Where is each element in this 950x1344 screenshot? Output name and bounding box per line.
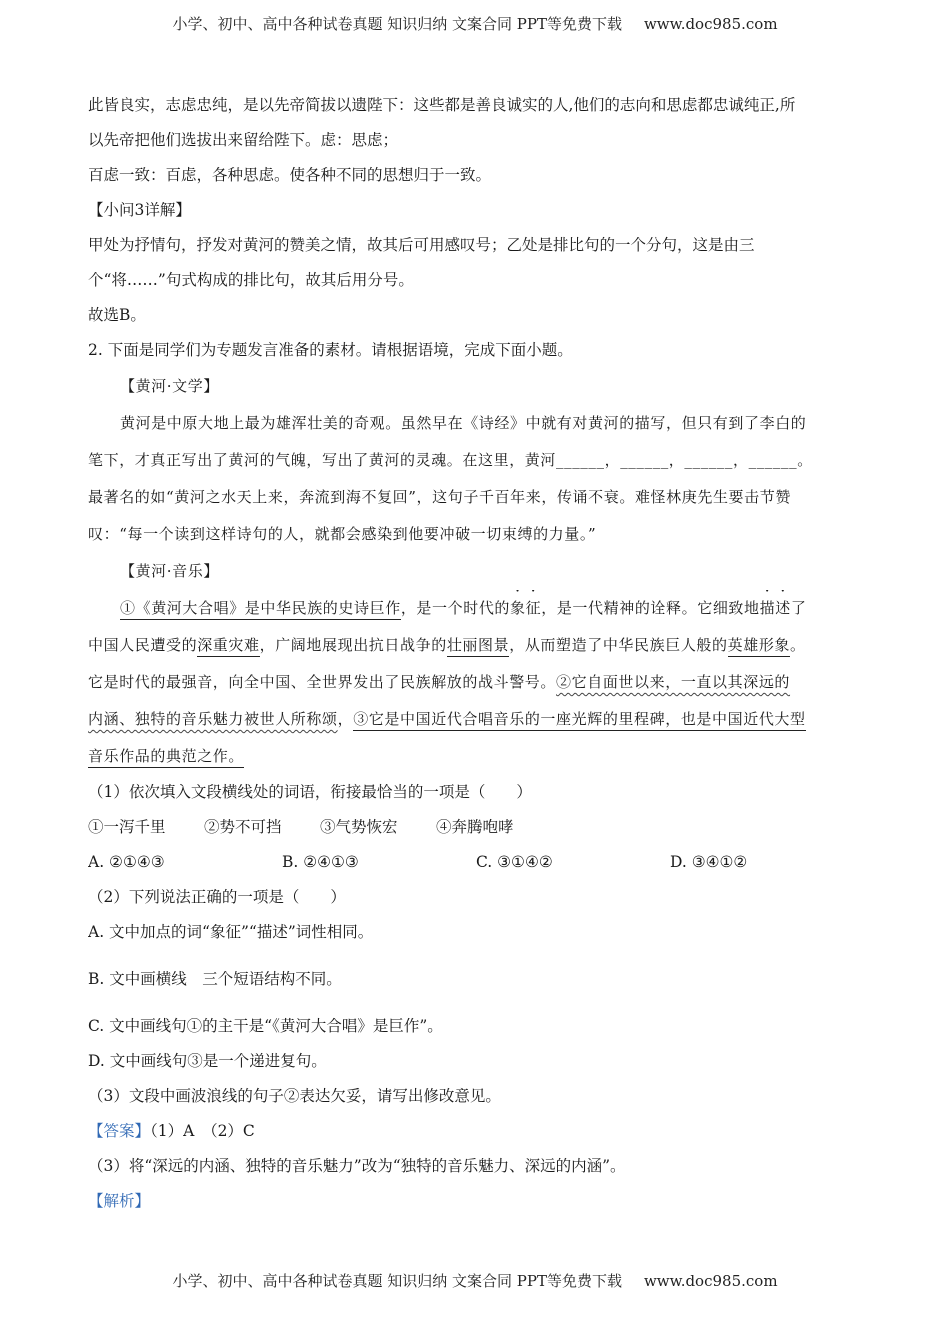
analysis-label: 【解析】 [88,1192,151,1210]
underlined-sentence-1: ①《黄河大合唱》是中华民族的史诗巨作 [120,599,401,620]
passage-line: 最著名的如“黄河之水天上来，奔流到海不复回”，这句子千百年来，传诵不衰。难怪林庚先生要击节赞 [88,488,791,506]
section-heading: 【小问3详解】 [88,201,191,219]
word-option: ②势不可挡 [204,818,282,836]
wavy-sentence-2-cont: 内涵、独特的音乐魅力被世人所称颂 [88,710,338,728]
passage-line: 它是时代的最强音，向全中国、全世界发出了民族解放的战斗警号。②它自面世以来，一直以其深远的 [88,673,791,691]
document-body [88,88,863,1219]
answer-line [88,1114,863,1149]
dotted-char: 描 [759,599,776,617]
paragraph-line: 甲处为抒情句，抒发对黄河的赞美之情，故其后可用感叹号；乙处是排比句的一个分句，这是由三 [88,236,755,254]
underlined-phrase: 壮丽图景 [447,636,509,657]
material-heading-music: 【黄河·音乐】 [120,562,219,580]
passage-line: 黄河是中原大地上最为雄浑壮美的奇观。虽然早在《诗经》中就有对黄河的描写，但只有到了李白的 [120,414,807,432]
material-heading-literature: 【黄河·文学】 [120,377,219,395]
choice-options [88,845,863,880]
dotted-char: 述 [775,599,791,617]
choice-C: C. ③①④② [476,853,553,871]
choice-B: B. ②④①③ [282,853,359,871]
paragraph-line: 百虑一致：百虑，各种思虑。使各种不同的思想归于一致。 [88,166,492,184]
paragraph-line: 故选B。 [88,306,146,324]
choice-A: A. ②①④③ [88,853,165,871]
sub-question-2: （2）下列说法正确的一项是（ ） [88,888,346,906]
word-option: ④奔腾咆哮 [436,818,514,836]
word-option: ③气势恢宏 [320,818,398,836]
footer-text: 小学、初中、高中各种试卷真题 知识归纳 文案合同 PPT等免费下载 [172,1272,622,1290]
passage-line [88,738,863,775]
choice-B: B. 文中画横线 三个短语结构不同。 [88,970,342,988]
sub-question-1: （1）依次填入文段横线处的词语，衔接最恰当的一项是（ ） [88,783,532,801]
footer-site[interactable]: www.doc985.com [643,1272,778,1290]
choice-D: D. 文中画线句③是一个递进复句。 [88,1052,327,1070]
sub-question-3: （3）文段中画波浪线的句子②表达欠妥，请写出修改意见。 [88,1087,501,1105]
passage-line: 内涵、独特的音乐魅力被世人所称颂，③它是中国近代合唱音乐的一座光辉的里程碑，也是中国近代大型 [88,701,863,738]
word-options [88,810,863,845]
underlined-sentence-3: ③它是中国近代合唱音乐的一座光辉的里程碑，也是中国近代大型 [353,710,805,731]
page-header [0,13,950,34]
header-site[interactable]: www.doc985.com [643,15,778,33]
choice-C: C. 文中画线句①的主干是“《黄河大合唱》是巨作”。 [88,1017,443,1035]
word-option: ①一泻千里 [88,818,166,836]
answer-3: （3）将“深远的内涵、独特的音乐魅力”改为“独特的音乐魅力、深远的内涵”。 [88,1157,626,1175]
passage-line: 叹：“每一个读到这样诗句的人，就都会感染到他要冲破一切束缚的力量。” [88,525,597,543]
answer-label: 【答案】 [88,1122,151,1140]
passage-line: 笔下，才真正写出了黄河的气魄，写出了黄河的灵魂。在这里，黄河______，______，______，______。 [88,451,813,469]
underlined-phrase: 深重灾难 [197,636,259,657]
question-title: 2. 下面是同学们为专题发言准备的素材。请根据语境，完成下面小题。 [88,341,573,359]
paragraph-line: 此皆良实，志虑忠纯，是以先帝简拔以遗陛下：这些都是善良诚实的人,他们的志向和思虑都忠诚纯正,所 [88,96,796,114]
paragraph-line: 以先帝把他们选拔出来留给陛下。虑：思虑； [88,131,399,149]
paragraph-line: 个“将……”句式构成的排比句，故其后用分号。 [88,271,414,289]
dotted-char: 象 [510,599,526,617]
underlined-sentence-3-cont: 音乐作品的典范之作。 [88,747,244,768]
choice-D: D. ③④①② [670,853,748,871]
passage-line: ①《黄河大合唱》是中华民族的史诗巨作，是一个时代的象征，是一代精神的诠释。它细致地描述了 [88,590,863,627]
dotted-char: 征 [525,599,542,617]
choice-A: A. 文中加点的词“象征”“描述”词性相同。 [88,923,374,941]
page-footer [0,1270,950,1291]
answer-text: （1）A （2）C [150,1122,255,1140]
passage-line: 中国人民遭受的深重灾难，广阔地展现出抗日战争的壮丽图景，从而塑造了中华民族巨人般的英雄形象。 [88,627,863,664]
underlined-phrase: 英雄形象 [728,636,790,657]
header-text: 小学、初中、高中各种试卷真题 知识归纳 文案合同 PPT等免费下载 [172,15,622,33]
wavy-sentence-2: ②它自面世以来，一直以其深远的 [556,673,791,691]
